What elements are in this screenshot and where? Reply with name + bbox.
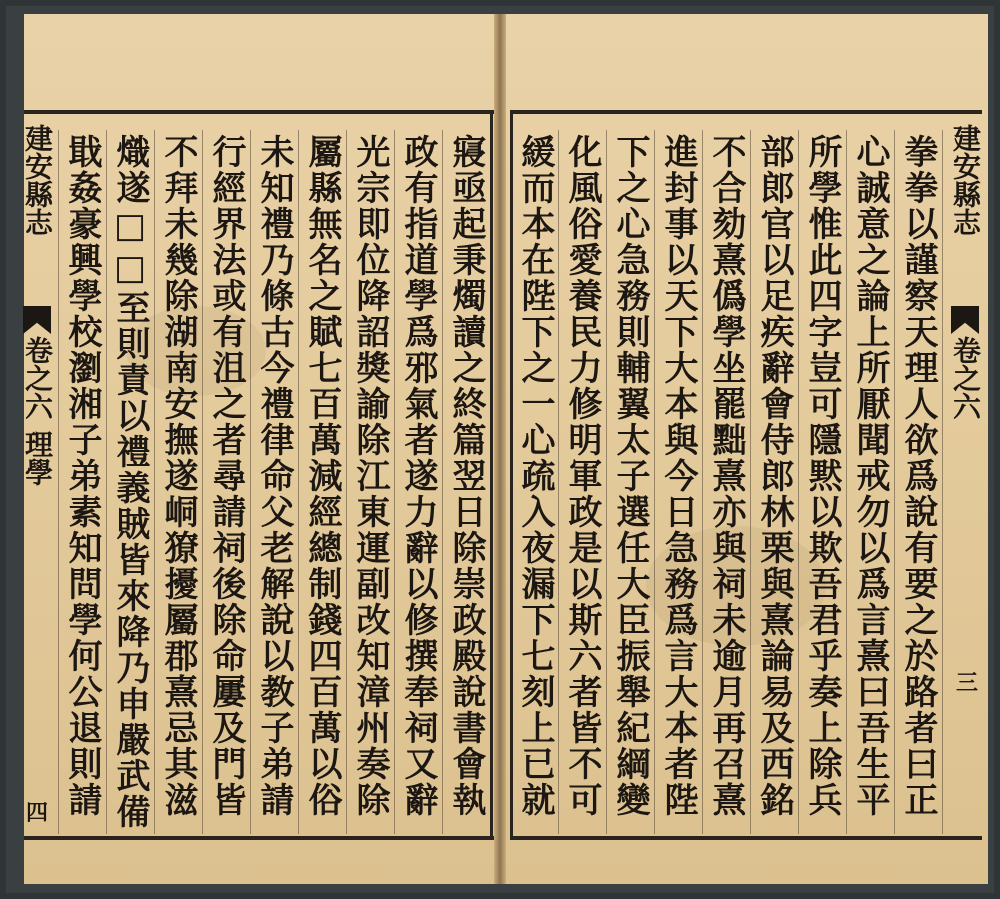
right-text-column-2: 心誠意之論上所厭聞戒勿以爲言熹曰吾生平 [850, 134, 890, 818]
left-margin-title: 建安縣志 [21, 124, 54, 236]
left-folio: 四 [26, 800, 49, 826]
right-frame-bottom [510, 836, 982, 840]
book-gutter [494, 14, 506, 884]
left-text-column-9: 戢姦豪興學校瀏湘子弟素知問學何公退則請 [62, 134, 102, 818]
right-text-column-9: 緩而本在陛下之一心疏入夜漏下七刻上已就 [515, 134, 555, 818]
right-margin-title: 建安縣志 [949, 124, 982, 236]
book-spread [6, 6, 994, 893]
right-margin-volume: 卷之六 [949, 336, 982, 420]
left-margin-volume: 卷之六 理學 [21, 336, 54, 486]
left-text-column-1: 寢亟起秉燭讀之終篇翌日除崇政殿說書會執 [446, 134, 486, 818]
right-text-column-8: 化風俗愛養民力修明軍政是以斯六者皆不可 [562, 134, 602, 818]
left-text-column-2: 政有指道學爲邪氣者遂力辭以修撰奉祠又辭 [398, 134, 438, 818]
left-text-column-4: 屬縣無名之賦七百萬減經總制錢四百萬以俗 [302, 134, 342, 818]
right-text-column-7: 下之心急務則輔翼太子選任大臣振舉紀綱變 [610, 134, 650, 818]
left-text-column-7: 不拜未幾除湖南安撫遂峒獠擾屬郡熹忌其滋 [158, 134, 198, 818]
right-text-column-6: 進封事以天下大本與今日急務爲言大本者陛 [658, 134, 698, 818]
right-text-column-1: 拳拳以謹察天理人欲爲說有要之於路者曰正 [898, 134, 938, 818]
right-folio: 三 [956, 670, 979, 696]
left-frame-side [490, 110, 493, 840]
right-text-column-3: 所學惟此四字豈可隱黙以欺吾君乎奏上除兵 [802, 134, 842, 818]
left-text-column-5: 未知禮乃條古今禮律命父老解說以教子弟請 [254, 134, 294, 818]
left-text-column-8: 熾遂□□至則責以禮義賊皆來降乃申嚴武備 [110, 134, 150, 830]
right-text-column-4: 部郎官以足疾辭會侍郎林栗與熹論易及西銘 [754, 134, 794, 818]
left-text-column-3: 光宗即位降詔獎諭除江東運副改知漳州奏除 [350, 134, 390, 818]
left-frame-top [24, 110, 494, 114]
left-frame-bottom [24, 836, 494, 840]
left-text-column-6: 行經界法或有沮之者尋請祠後除命屢及門皆 [206, 134, 246, 818]
right-frame-top [510, 110, 982, 114]
right-text-column-5: 不合劾熹僞學坐罷黜熹亦與祠未逾月再召熹 [706, 134, 746, 818]
